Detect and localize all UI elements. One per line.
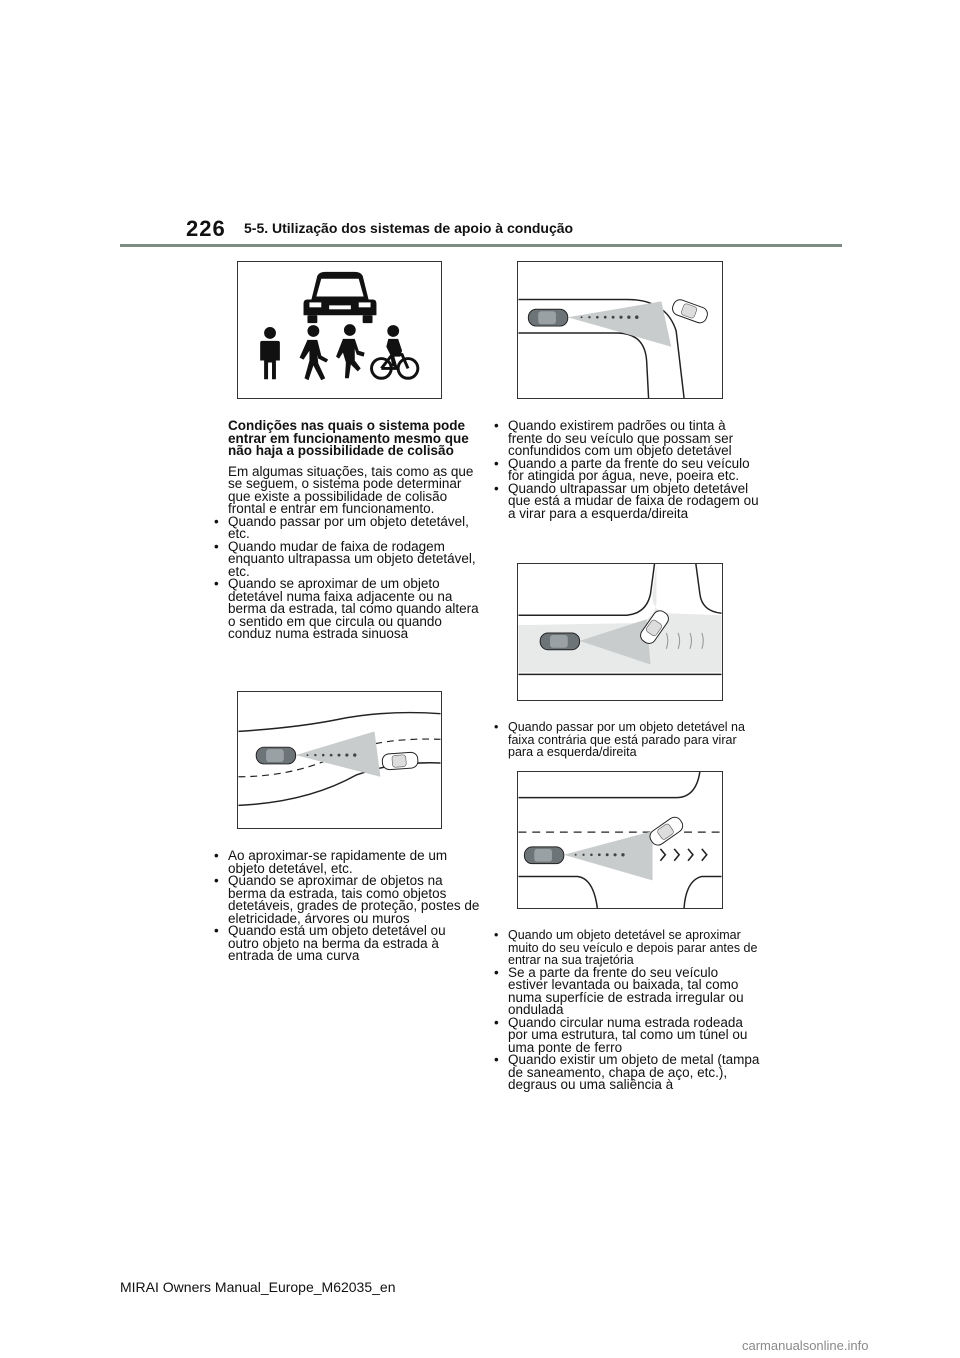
watermark: carmanualsonline.info (742, 1338, 869, 1353)
page-number: 226 (186, 216, 226, 241)
section-title: 5-5. Utilização dos sistemas de apoio à condução (244, 220, 574, 236)
list-item: • Quando mudar de faixa de rodagem enquanto ultrapassa um objeto detetável, etc. (212, 541, 480, 579)
list-item: • Quando está um objeto detetável ou outro objeto na berma da estrada à entrada de uma curva (212, 925, 480, 963)
list-item: • Ao aproximar-se rapidamente de um objeto detetável, etc. (212, 850, 480, 875)
list-item: • Quando existirem padrões ou tinta à frente do seu veículo que possam ser confundidos com um objeto detetável (492, 420, 760, 458)
list-item: • Quando a parte da frente do seu veículo for atingida por água, neve, poeira etc. (492, 458, 760, 483)
right-text-block-1 (492, 420, 760, 520)
curved-road-diagram (238, 692, 441, 828)
figure-turning-vehicle (517, 261, 723, 399)
detectable-objects-icon (238, 262, 441, 398)
footer-manual-name: MIRAI Owners Manual_Europe_M62035_en (120, 1279, 396, 1295)
right-text-block-3 (492, 929, 760, 1092)
list-item: • Quando passar por um objeto detetável na faixa contrária que está parado para virar para a esquerda/direita (492, 721, 760, 759)
figure-detectable-objects (237, 261, 442, 399)
list-item: • Quando um objeto detetável se aproximar muito do seu veículo e depois parar antes de entrar na sua trajetória (492, 929, 760, 967)
left-text-block-2 (212, 850, 480, 963)
oncoming-vehicle-diagram (518, 772, 722, 908)
intro-paragraph: Em algumas situações, tais como as que se seguem, o sistema pode determinar que existe a possibilidade de colisão frontal e entrar em funcionamento. (228, 463, 474, 516)
list-item: • Quando ultrapassar um objeto detetável que está a mudar de faixa de rodagem ou a virar para a esquerda/direita (492, 483, 760, 521)
list-item: • Quando se aproximar de um objeto detetável numa faixa adjacente ou na berma da estrada, tal como quando altera o sentido em que circula ou quando conduz numa estrada sinuosa (212, 578, 480, 641)
intersection-turn-diagram (518, 564, 722, 700)
conditions-heading: Condições nas quais o sistema pode entrar em funcionamento mesmo que não haja a possibilidade de colisão (228, 418, 469, 458)
figure-oncoming-vehicle (517, 771, 723, 909)
list-item: • Quando se aproximar de objetos na berma da estrada, tais como objetos detetáveis, grades de proteção, postes de eletricidade, árvores ou muros (212, 875, 480, 925)
left-text-block-1 (212, 420, 480, 641)
header-rule (120, 244, 842, 247)
figure-curved-road (237, 691, 442, 829)
list-item: • Quando existir um objeto de metal (tampa de saneamento, chapa de aço, etc.), degraus ou uma saliência à (492, 1054, 760, 1092)
list-item: • Se a parte da frente do seu veículo estiver levantada ou baixada, tal como numa superfície de estrada irregular ou ondulada (492, 967, 760, 1017)
list-item: • Quando passar por um objeto detetável, etc. (212, 516, 480, 541)
figure-intersection-turn (517, 563, 723, 701)
list-item: • Quando circular numa estrada rodeada por uma estrutura, tal como um túnel ou uma ponte de ferro (492, 1017, 760, 1055)
right-text-block-2 (492, 721, 760, 759)
turning-vehicle-diagram (518, 262, 722, 398)
